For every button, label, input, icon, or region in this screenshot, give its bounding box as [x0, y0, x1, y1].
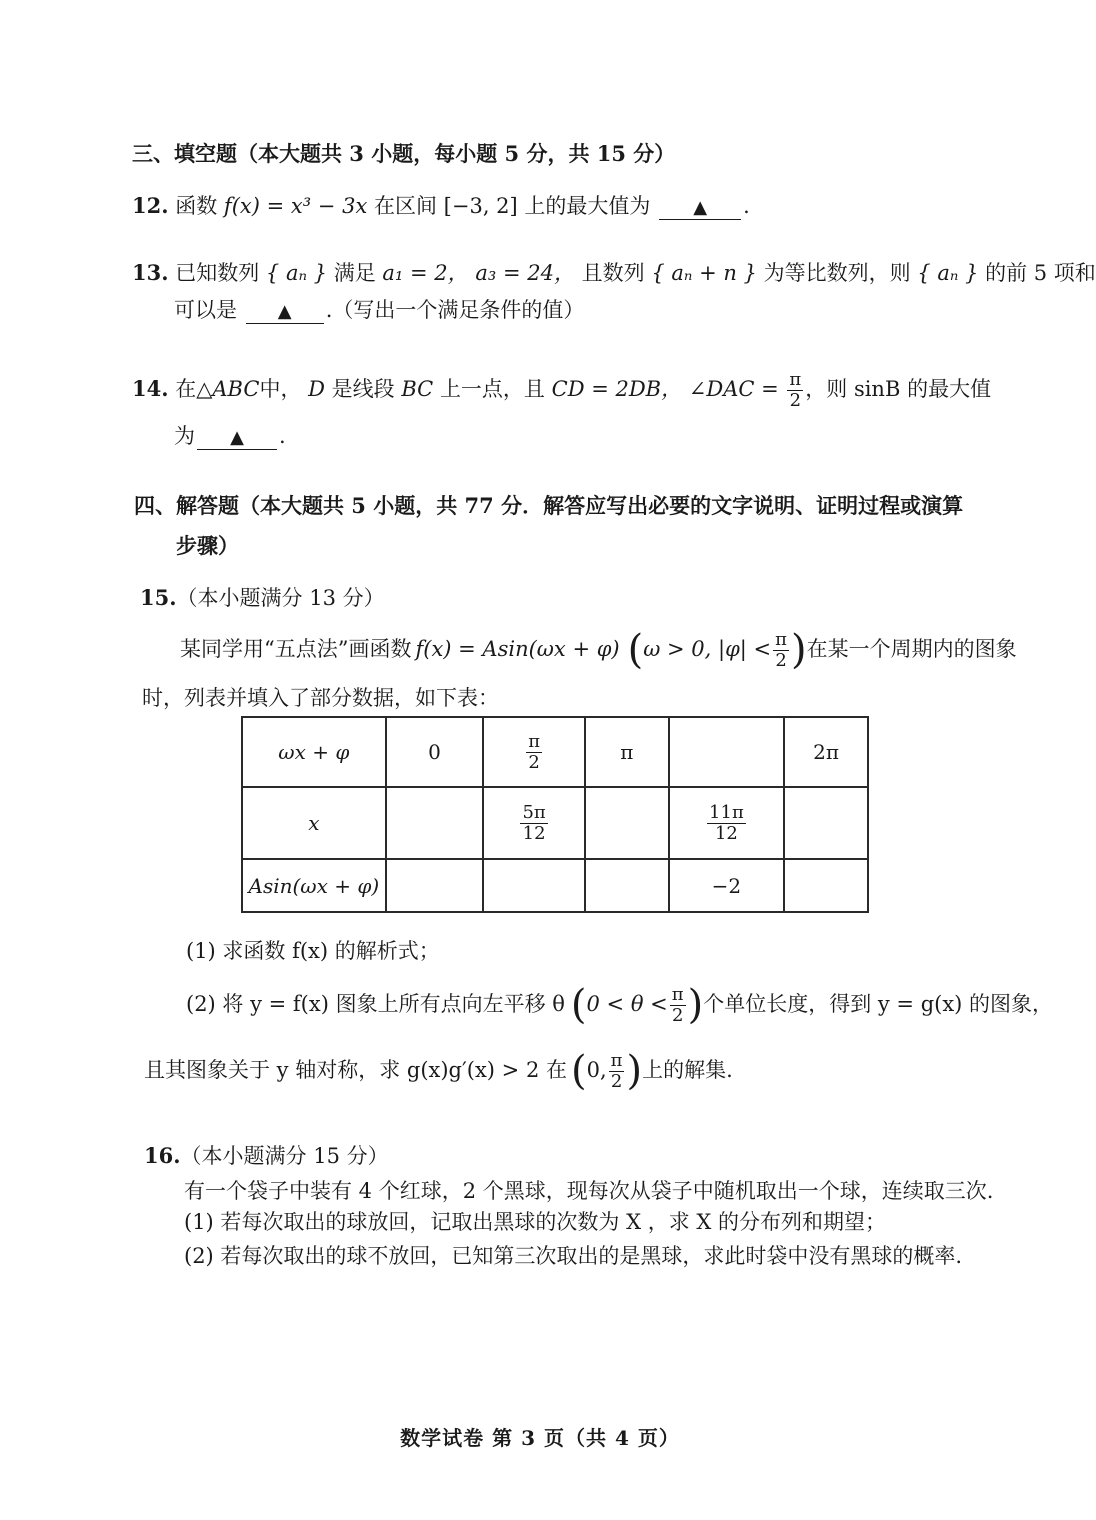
q15-p2-text-d: 上的解集. [642, 1058, 733, 1083]
fraction-numerator: 5π [522, 801, 546, 823]
q15-text-b: 在某一个周期内的图象 [806, 637, 1017, 662]
table-cell [386, 859, 484, 912]
fraction-denominator: 12 [522, 822, 546, 844]
q14-text-g: 为 [174, 424, 195, 448]
q14-condition: CD = 2DB， [551, 376, 683, 401]
table-cell: 0 [386, 717, 484, 787]
fraction-denominator: 2 [671, 1004, 684, 1026]
fraction-numerator: π [789, 369, 802, 390]
q14-text-b: 中， [259, 376, 302, 401]
q15-function: f(x) = Asin(ωx + φ) [415, 637, 620, 662]
table-cell [386, 787, 484, 859]
question-14-line-2 [174, 424, 286, 450]
table-cell [784, 859, 868, 912]
question-number: 16. [144, 1143, 181, 1168]
answer-blank [246, 298, 324, 324]
q13-sequence: { aₙ } [265, 261, 328, 285]
fraction-denominator: 2 [775, 649, 787, 671]
right-paren: ) [687, 982, 704, 1028]
question-15-part-1: (1) 求函数 f(x) 的解析式； [186, 939, 440, 963]
fraction-denominator: 2 [789, 389, 802, 411]
left-paren: ( [570, 1048, 587, 1094]
question-16-part-2: (2) 若每次取出的球不放回，已知第三次取出的是黑球，求此时袋中没有黑球的概率. [184, 1244, 963, 1268]
table-cell: π [585, 717, 669, 787]
q14-point-d: D [308, 376, 325, 401]
question-15-intro-2: 时，列表并填入了部分数据，如下表： [142, 686, 499, 710]
triangle-marker-icon: ▲ [693, 197, 708, 218]
table-cell: 2π [784, 717, 868, 787]
table-cell [483, 859, 585, 912]
question-number: 12. [132, 193, 169, 218]
question-number: 15. [140, 585, 177, 610]
q12-formula: f(x) = x³ − 3x [223, 194, 368, 218]
q12-text-pre: 函数 [175, 194, 218, 218]
table-row-header: Asin(ωx + φ) [242, 859, 386, 912]
section-4-heading: 四、解答题（本大题共 5 小题，共 77 分．解答应写出必要的文字说明、证明过程或演算 [134, 493, 964, 518]
fraction-numerator: π [528, 730, 541, 752]
q15-condition: ω > 0, |φ| < [643, 637, 772, 662]
fraction-numerator: π [671, 983, 684, 1005]
q15-p2-interval: 0, [586, 1058, 607, 1083]
question-16-intro: 有一个袋子中装有 4 个红球，2 个黑球，现每次从袋子中随机取出一个球，连续取三次. [184, 1179, 994, 1203]
q14-text-f: ，则 sinB 的最大值 [805, 376, 992, 401]
q13-sequence-3: { aₙ } [917, 261, 979, 285]
fraction-numerator: π [775, 628, 787, 650]
triangle-marker-icon: ▲ [230, 427, 244, 448]
question-12 [132, 193, 750, 220]
left-paren: ( [627, 627, 644, 673]
question-15-part-2-line-2 [144, 1044, 733, 1098]
q13-condition-2: a₃ = 24， [475, 261, 575, 285]
q13-text-b: 满足 [333, 261, 376, 285]
table-cell [669, 717, 785, 787]
q14-triangle: △ABC [196, 376, 260, 401]
question-15-part-2 [186, 978, 1053, 1032]
question-score: （本小题满分 15 分） [180, 1144, 389, 1168]
q15-p2-text-a: (2) 将 y = f(x) 图象上所有点向左平移 θ [186, 992, 565, 1017]
q15-fraction [773, 630, 789, 671]
left-paren: ( [570, 982, 587, 1028]
q12-end: . [743, 194, 750, 218]
table-cell [585, 859, 669, 912]
table-cell: −2 [669, 859, 785, 912]
q14-angle: ∠DAC = [688, 376, 779, 401]
question-13-line-2 [174, 298, 584, 324]
question-13-line-1 [132, 260, 1096, 286]
answer-blank [659, 194, 741, 220]
q15-p2-text-c: 且其图象关于 y 轴对称，求 g(x)g′(x) > 2 在 [144, 1058, 567, 1083]
question-14-line-1 [132, 370, 991, 411]
question-16-part-1: (1) 若每次取出的球放回，记取出黑球的次数为 X ，求 X 的分布列和期望； [184, 1210, 887, 1234]
question-15-intro [180, 624, 1017, 676]
table-cell [669, 787, 785, 859]
q13-sequence-2: { aₙ + n } [651, 261, 757, 285]
fraction-numerator: π [610, 1049, 623, 1071]
section-3-heading: 三、填空题（本大题共 3 小题，每小题 5 分，共 15 分） [132, 141, 676, 166]
q14-fraction [787, 370, 803, 411]
question-score: （本小题满分 13 分） [176, 586, 385, 610]
fraction-denominator: 2 [610, 1070, 623, 1092]
table-row [242, 859, 868, 912]
right-paren: ) [791, 627, 807, 673]
q13-text-a: 已知数列 [175, 261, 260, 285]
q13-text-e: 的前 5 项和 [985, 261, 1096, 285]
q12-text-mid: 在区间 [373, 194, 437, 218]
q14-text-c: 是线段 [331, 376, 395, 401]
q15-p2-fraction [670, 985, 686, 1026]
triangle-marker-icon: ▲ [277, 301, 292, 322]
q13-text-f: 可以是 [174, 298, 237, 322]
table-cell [585, 787, 669, 859]
q14-text-a: 在 [175, 376, 197, 401]
fraction-denominator: 12 [714, 822, 738, 844]
five-point-table [241, 716, 869, 913]
fraction-numerator: 11π [709, 801, 744, 823]
q14-segment-bc: BC [401, 376, 434, 401]
q15-p2-condition: 0 < θ < [586, 992, 668, 1017]
question-15-header [140, 585, 385, 611]
q13-hint: .（写出一个满足条件的值） [325, 298, 585, 322]
q13-condition-1: a₁ = 2， [382, 261, 469, 285]
q12-text-post: 上的最大值为 [524, 194, 651, 218]
q13-text-d: 为等比数列，则 [763, 261, 911, 285]
fraction-denominator: 2 [528, 751, 540, 773]
page-footer: 数学试卷 第 3 页（共 4 页） [400, 1426, 680, 1450]
table-row-header: x [242, 787, 386, 859]
q13-text-c: 且数列 [581, 261, 645, 285]
question-number: 14. [132, 375, 169, 401]
cell-fraction [520, 803, 547, 844]
cell-fraction [707, 803, 746, 844]
table-row [242, 787, 868, 859]
q15-p2-text-b: 个单位长度，得到 y = g(x) 的图象， [703, 992, 1054, 1017]
q15-text-a: 某同学用“五点法”画函数 [180, 637, 412, 662]
right-paren: ) [626, 1048, 643, 1094]
answer-blank [197, 424, 277, 450]
question-number: 13. [132, 260, 169, 285]
table-cell [483, 787, 585, 859]
question-16-header [144, 1143, 389, 1169]
q14-text-e: 上一点，且 [439, 376, 545, 401]
q15-p2-interval-fraction [609, 1051, 625, 1092]
table-row [242, 717, 868, 787]
table-cell [483, 717, 585, 787]
q12-interval: [−3, 2] [443, 194, 518, 218]
q14-end: . [279, 424, 286, 448]
table-row-header: ωx + φ [242, 717, 386, 787]
cell-fraction [526, 732, 542, 773]
section-4-heading-cont: 步骤） [176, 533, 239, 558]
table-cell [784, 787, 868, 859]
